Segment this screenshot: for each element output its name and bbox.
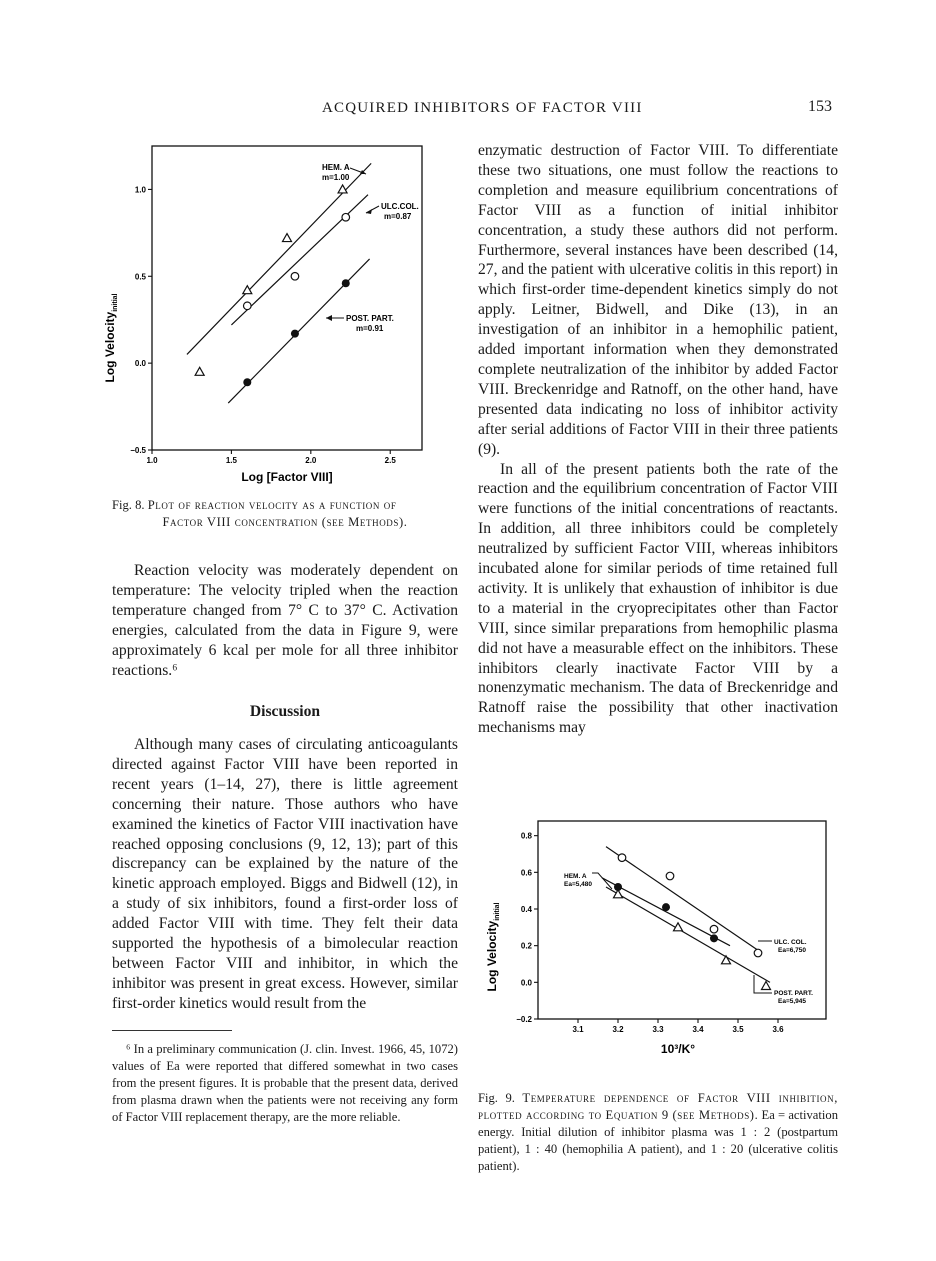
fit-line-series-2	[606, 847, 762, 953]
data-point-series-2	[710, 925, 718, 933]
x-axis-label: Log [Factor VIII]	[241, 470, 333, 484]
footnote	[112, 1041, 458, 1126]
ea-post-part: Ea=5,945	[778, 998, 807, 1005]
figure-9-label: Fig. 9.	[478, 1091, 515, 1105]
label-post-part: POST. PART.	[774, 990, 813, 997]
label-ulc-col: ULC. COL.	[774, 939, 807, 946]
data-point-series-3	[243, 378, 251, 386]
y-axis-label-sub: initial	[112, 293, 119, 312]
data-point-series-1	[283, 234, 292, 242]
y-axis-label	[103, 293, 119, 382]
y-tick-label: 0.2	[520, 941, 532, 951]
page-header	[0, 100, 936, 124]
ea-ulc-col: Ea=6,750	[778, 947, 807, 954]
figure-8-caption-line2: Factor VIII concentration (see Methods).	[162, 515, 408, 529]
y-axis-label	[485, 902, 501, 991]
label-hem-a: HEM. A	[564, 873, 587, 880]
data-point-series-2	[243, 302, 251, 310]
data-point-series-2	[291, 272, 299, 280]
x-tick-label: 3.5	[732, 1025, 744, 1034]
figure-9-caption-title: Temperature dependence of Factor VIII inhibition, plotted according to Equation 9 (see Methods).	[478, 1091, 838, 1122]
data-point-series-2	[666, 872, 674, 880]
footnote-rule	[112, 1030, 232, 1031]
x-axis-label: 10³/K°	[660, 1042, 696, 1056]
data-point-series-2	[342, 213, 350, 221]
figure-8-chart	[96, 138, 436, 494]
data-point-series-3	[342, 279, 350, 287]
figure-9-chart	[476, 817, 838, 1061]
label-post-part: POST. PART.	[346, 314, 394, 323]
paragraph: enzymatic destruction of Factor VIII. To differentiate these two situations, one must follow the reactions to completion and measure equilibrium concentrations of Factor VIII as a function of initial inhibitor concentration, a study these authors did not perform. Furthermore, several instances have been described (14, 27, and the patient with ulcerative colitis in this report) in which first-order time-dependent kinetics simply do not apply. Leitner, Bidwell, and Dike (13), in an investigation of an inhibitor in a hemophilic patient, added important information when they demonstrated complete neutralization of the inhibitor by added Factor VIII. Breckenridge and Ratnoff, on the other hand, have presented data indicating no loss of inhibitor activity after serial additions of Factor VIII in their three patients (9).	[478, 142, 838, 458]
x-tick-label: 3.3	[652, 1025, 664, 1034]
slope-post-part: m=0.91	[356, 324, 384, 333]
y-tick-label: 0.5	[134, 272, 146, 282]
figure-8-label: Fig. 8.	[112, 498, 145, 512]
x-tick-label: 1.5	[225, 456, 237, 465]
x-tick-label: 1.0	[146, 456, 158, 465]
paragraph: In all of the present patients both the rate of the reaction and the equilibrium concentration of Factor VIII were functions of the initial concentrations of reactants. In addition, all three inhibitors could be completely neutralized by sufficient Factor VIII, whereas inhibitors incubated alone for similar periods of time retained full activity. It is unlikely that exhaustion of inhibitor is due to a material in the cryoprecipitates other than Factor VIII, since similar preparations from hemophilic plasma did not have a measurable effect on the inhibitors. These inhibitors clearly inactivate Factor VIII by a nonenzymatic mechanism. The data of Breckenridge and Ratnoff raise the possibility that other inactivation mechanisms may	[478, 460, 838, 737]
data-point-series-1	[243, 286, 252, 294]
y-tick-label: 1.0	[134, 185, 146, 195]
paragraph: Reaction velocity was moderately dependent on temperature: The velocity tripled when the reaction temperature changed from 7° C to 37° C. Activation energies, calculated from the data in Figure 9, were approximately 6 kcal per mole for all three inhibitor reactions.⁶	[112, 562, 458, 679]
slope-hem-a: m=1.00	[322, 173, 350, 182]
left-column-paragraph-2	[112, 735, 458, 1014]
left-column-paragraph-1	[112, 561, 458, 680]
paragraph: Although many cases of circulating anticoagulants directed against Factor VIII have been reported in recent years (1–14, 27), there is little agreement concerning their nature. Those authors who have examined the kinetics of Factor VIII inactivation have reached opposing conclusions (9, 12, 13); part of this discrepancy can be explained by the nature of the kinetic approach employed. Biggs and Bidwell (12), in a study of six inhibitors, found a first-order loss of added Factor VIII with time. They felt their data supported the hypothesis of a bimolecular reaction between Factor VIII and inhibitor, in which the inhibitor was present in great excess. However, similar first-order kinetics would result from the	[112, 736, 458, 1012]
x-tick-label: 2.5	[384, 456, 396, 465]
fit-line-series-3	[606, 887, 770, 982]
y-tick-label: 0.4	[520, 905, 532, 914]
slope-ulc-col: m=0.87	[384, 212, 412, 221]
figure-9-caption-body: Ea = activation energy. Initial dilution of inhibitor plasma was 1 : 2 (postpartum patient), 1 : 40 (hemophilia A patient), and 1 : 20 (ulcerative colitis patient).	[478, 1108, 838, 1173]
page-number: 153	[808, 98, 832, 115]
figure-8-caption	[112, 497, 458, 531]
label-ulc-col: ULC.COL.	[381, 202, 419, 211]
y-tick-label: 0.8	[520, 831, 532, 841]
x-tick-label: 3.4	[692, 1025, 704, 1034]
y-tick-label: 0.0	[520, 978, 532, 988]
footnote-text: ⁶ In a preliminary communication (J. clin. Invest. 1966, 45, 1072) values of Ea were reported that differed somewhat in two cases from the present figures. It is probable that the present data, derived from plasma drawn when the patients were not receiving any form of Factor VIII replacement therapy, are the more reliable.	[112, 1042, 458, 1124]
y-tick-label: 0.0	[134, 359, 146, 369]
data-point-series-2	[754, 949, 762, 957]
y-axis-label-sub: initial	[494, 902, 501, 921]
data-point-series-2	[618, 854, 626, 862]
data-point-series-1	[195, 367, 204, 375]
y-tick-label: −0.2	[516, 1015, 532, 1024]
arrowhead-ulc-col	[366, 209, 372, 214]
data-point-series-3	[291, 330, 299, 338]
y-tick-label: 0.6	[520, 868, 532, 878]
section-heading-discussion: Discussion	[249, 703, 321, 720]
data-point-series-3	[762, 982, 771, 990]
x-tick-label: 3.6	[772, 1025, 784, 1034]
figure-9-caption	[478, 1090, 838, 1175]
y-axis-label-main: Log Velocity	[485, 920, 499, 992]
x-tick-label: 2.0	[305, 456, 317, 465]
data-point-series-1	[710, 934, 718, 942]
arrowhead-post-part	[326, 315, 332, 321]
label-hem-a: HEM. A	[322, 163, 350, 172]
x-tick-label: 3.2	[612, 1025, 624, 1034]
running-title: ACQUIRED INHIBITORS OF FACTOR VIII	[322, 100, 643, 116]
y-axis-label-main: Log Velocity	[103, 311, 117, 383]
data-point-series-3	[722, 956, 731, 964]
ea-hem-a: Ea=5,480	[564, 881, 593, 888]
x-tick-label: 3.1	[572, 1025, 584, 1034]
data-point-series-1	[662, 903, 670, 911]
figure-8-caption-line1: Plot of reaction velocity as a function of	[147, 498, 397, 512]
y-tick-label: −0.5	[130, 446, 146, 455]
right-column	[478, 141, 838, 738]
data-point-series-3	[614, 890, 623, 898]
plot-frame	[152, 146, 422, 450]
